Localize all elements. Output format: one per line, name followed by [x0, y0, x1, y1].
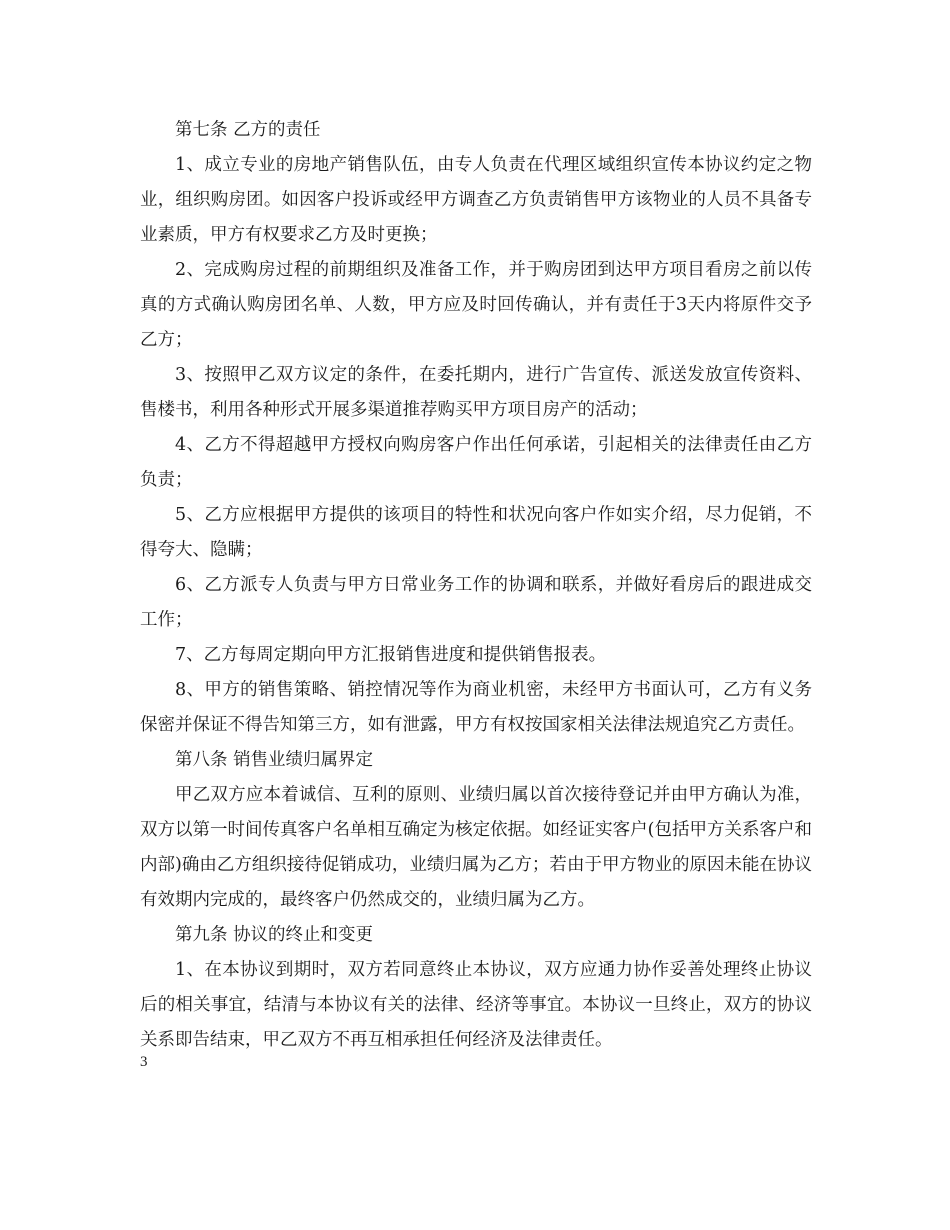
paragraph: 3、按照甲乙双方议定的条件，在委托期内，进行广告宣传、派送发放宣传资料、售楼书，利用各种形式开展多渠道推荐购买甲方项目房产的活动；	[140, 365, 812, 420]
paragraph: 2、完成购房过程的前期组织及准备工作，并于购房团到达甲方项目看房之前以传真的方式确认购房团名单、人数，甲方应及时回传确认，并有责任于3天内将原件交予乙方；	[140, 260, 812, 350]
section-heading-article-9: 第九条 协议的终止和变更	[175, 925, 374, 945]
document-body	[140, 113, 812, 1058]
section-heading-article-7: 第七条 乙方的责任	[175, 120, 321, 140]
paragraph: 1、成立专业的房地产销售队伍，由专人负责在代理区域组织宣传本协议约定之物业，组织购房团。如因客户投诉或经甲方调查乙方负责销售甲方该物业的人员不具备专业素质，甲方有权要求乙方及时更换；	[140, 155, 812, 245]
paragraph: 6、乙方派专人负责与甲方日常业务工作的协调和联系，并做好看房后的跟进成交工作；	[140, 575, 812, 630]
paragraph: 8、甲方的销售策略、销控情况等作为商业机密，未经甲方书面认可，乙方有义务保密并保证不得告知第三方，如有泄露，甲方有权按国家相关法律法规追究乙方责任。	[140, 680, 812, 735]
paragraph: 4、乙方不得超越甲方授权向购房客户作出任何承诺，引起相关的法律责任由乙方负责；	[140, 435, 812, 490]
page-number: 3	[140, 1054, 148, 1070]
paragraph: 5、乙方应根据甲方提供的该项目的特性和状况向客户作如实介绍，尽力促销，不得夸大、隐瞒；	[140, 505, 812, 560]
paragraph: 1、在本协议到期时，双方若同意终止本协议，双方应通力协作妥善处理终止协议后的相关事宜，结清与本协议有关的法律、经济等事宜。本协议一旦终止，双方的协议关系即告结束，甲乙双方不再互相承担任何经济及法律责任。	[140, 960, 812, 1050]
paragraph: 7、乙方每周定期向甲方汇报销售进度和提供销售报表。	[175, 645, 607, 665]
section-heading-article-8: 第八条 销售业绩归属界定	[175, 750, 374, 770]
paragraph: 甲乙双方应本着诚信、互利的原则、业绩归属以首次接待登记并由甲方确认为准，双方以第一时间传真客户名单相互确定为核定依据。如经证实客户(包括甲方关系客户和内部)确由乙方组织接待促销成功，业绩归属为乙方；若由于甲方物业的原因未能在协议有效期内完成的，最终客户仍然成交的，业绩归属为乙方。	[140, 785, 812, 910]
